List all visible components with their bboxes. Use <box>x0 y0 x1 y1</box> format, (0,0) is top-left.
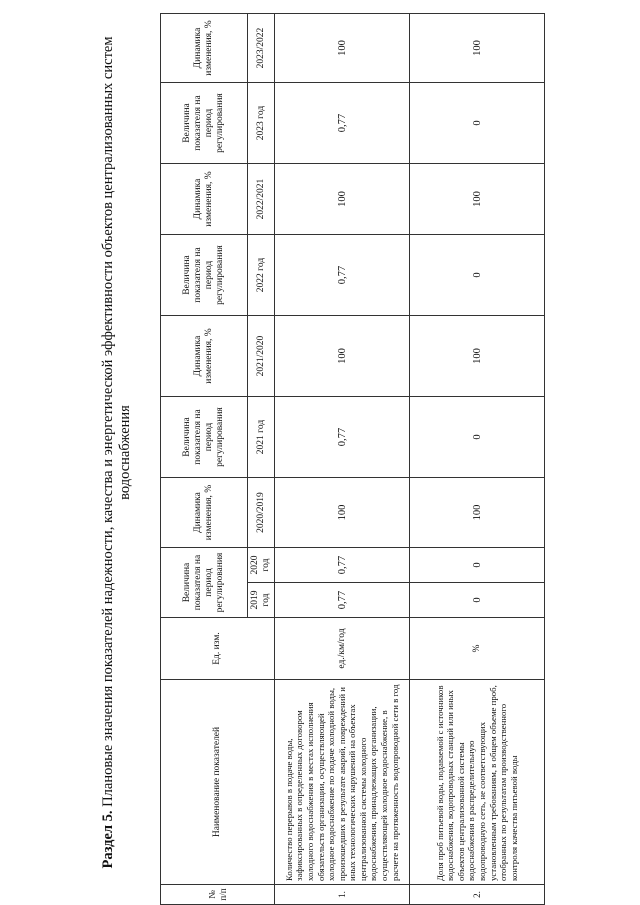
period-2020-2019: 2020/2019 <box>248 478 275 548</box>
value-2023: 0,77 <box>275 83 410 164</box>
period-2021: 2021 год <box>248 397 275 478</box>
row-indicator-name: Количество перерывов в подаче воды, зафиксированных в определенных договором холодного водоснабжения в местах исполнения обязательств организации, осуществляющей холодное водоснабжение по подаче холодной воды, произошедших в результате аварий, повреждений и иных технологических нарушений на объектах централизованной системы холодного водоснабжения, принадлежащих организации, осуществляющей холодное водоснабжение, в расчете на протяженность водопроводной сети в год <box>275 680 410 885</box>
value-2022: 0 <box>410 235 545 316</box>
header-value-2019-2020: Величина показателя на период регулирования <box>161 548 248 618</box>
value-2020: 0 <box>410 548 545 583</box>
period-2023: 2023 год <box>248 83 275 164</box>
value-2023: 0 <box>410 83 545 164</box>
section-title-text: Плановые значения показателей надежности, качества и энергетической эффективности объектов централизованных систем водоснабжения <box>100 36 133 807</box>
period-2023-2022: 2023/2022 <box>248 14 275 83</box>
section-number: Раздел 5. <box>100 810 116 869</box>
header-value-2022: Величина показателя на период регулирования <box>161 235 248 316</box>
row-unit: % <box>410 618 545 680</box>
period-2022: 2022 год <box>248 235 275 316</box>
header-value-2023: Величина показателя на период регулирования <box>161 83 248 164</box>
dynamics-2023-2022: 100 <box>410 14 545 83</box>
row-number: 2. <box>410 885 545 905</box>
value-2021: 0,77 <box>275 397 410 478</box>
value-2020: 0,77 <box>275 548 410 583</box>
indicators-table <box>160 13 545 905</box>
value-2021: 0 <box>410 397 545 478</box>
header-dynamics-2022: Динамика изменения, % <box>161 164 248 235</box>
row-number: 1. <box>275 885 410 905</box>
dynamics-2023-2022: 100 <box>275 14 410 83</box>
header-value-2021: Величина показателя на период регулирования <box>161 397 248 478</box>
period-2021-2020: 2021/2020 <box>248 316 275 397</box>
dynamics-2022-2021: 100 <box>275 164 410 235</box>
dynamics-2021-2020: 100 <box>275 316 410 397</box>
header-dynamics-2021: Динамика изменения, % <box>161 316 248 397</box>
value-2019: 0 <box>410 583 545 618</box>
header-dynamics-2020: Динамика изменения, % <box>161 478 248 548</box>
dynamics-2021-2020: 100 <box>410 316 545 397</box>
dynamics-2020-2019: 100 <box>275 478 410 548</box>
header-unit: Ед. изм. <box>161 618 275 680</box>
header-name: Наименование показателей <box>161 680 275 885</box>
dynamics-2020-2019: 100 <box>410 478 545 548</box>
row-unit: ед./км/год <box>275 618 410 680</box>
period-2020: 2020 год <box>248 548 275 583</box>
value-2019: 0,77 <box>275 583 410 618</box>
period-2019: 2019 год <box>248 583 275 618</box>
value-2022: 0,77 <box>275 235 410 316</box>
period-2022-2021: 2022/2021 <box>248 164 275 235</box>
header-dynamics-2023: Динамика изменения, % <box>161 14 248 83</box>
section-title <box>100 0 134 905</box>
dynamics-2022-2021: 100 <box>410 164 545 235</box>
table-row <box>275 14 410 905</box>
row-indicator-name: Доля проб питьевой воды, подаваемой с источников водоснабжения, водопроводных станций или иных объектов централизованной системы водоснабжения в распределительную водопроводную сеть, не соответствующих установленным требованиям, в общем объеме проб, отобранных по результатам производственного контроля качества питьевой воды <box>410 680 545 885</box>
header-number: № п/п <box>161 885 275 905</box>
table-row <box>410 14 545 905</box>
